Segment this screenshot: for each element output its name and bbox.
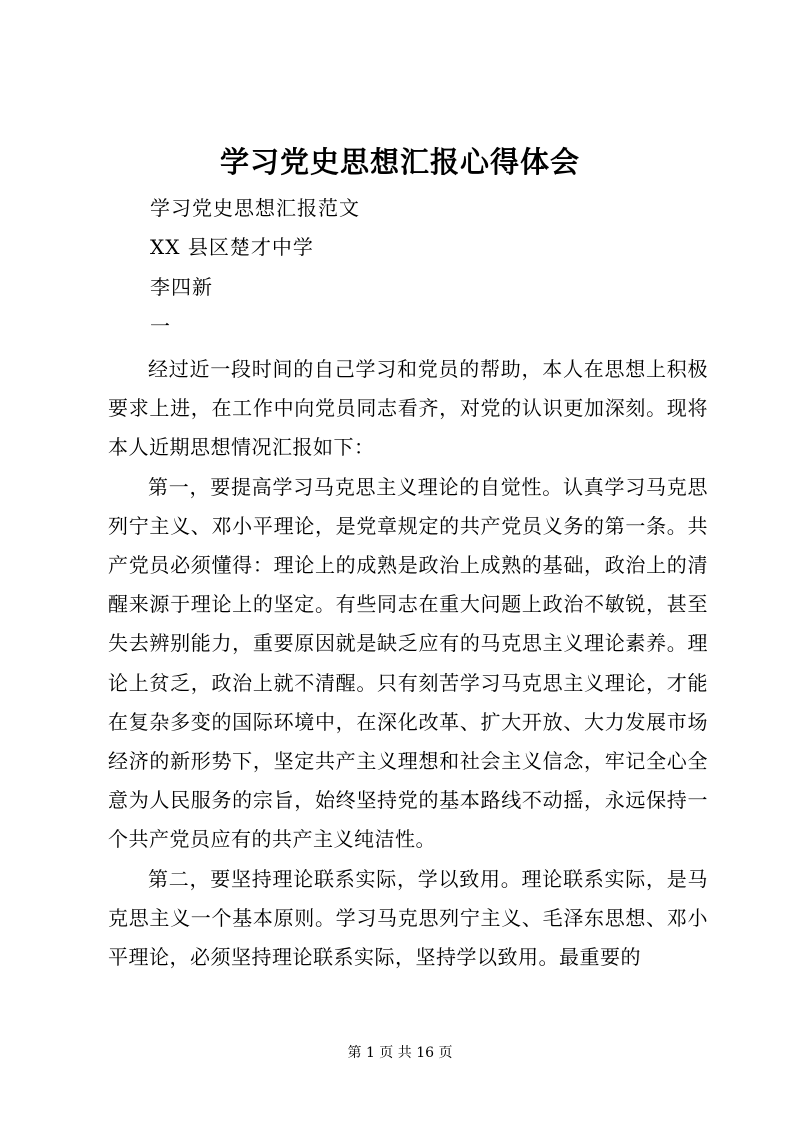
document-title: 学习党史思想汇报心得体会 xyxy=(219,145,580,179)
paragraph-second-point: 第二，要坚持理论联系实际，学以致用。理论联系实际，是马克思主义一个基本原则。学习马克思列宁主义、毛泽东思想、邓小平理论，必须坚持理论联系实际，坚持学以致用。最重要的 xyxy=(108,866,708,970)
section-number-line: 一 xyxy=(150,314,171,338)
document-body xyxy=(108,350,708,977)
subtitle-line: 学习党史思想汇报范文 xyxy=(150,196,360,220)
paragraph-first-point: 第一，要提高学习马克思主义理论的自觉性。认真学习马克思列宁主义、邓小平理论，是党章规定的共产党员义务的第一条。共产党员必须懂得：理论上的成熟是政治上成熟的基础，政治上的清醒来源于理论上的坚定。有些同志在重大问题上政治不敏锐，甚至失去辨别能力，重要原因就是缺乏应有的马克思主义理论素养。理论上贫乏，政治上就不清醒。只有刻苦学习马克思主义理论，才能在复杂多变的国际环境中，在深化改革、扩大开放、大力发展市场经济的新形势下，坚定共产主义理想和社会主义信念，牢记全心全意为人民服务的宗旨，始终坚持党的基本路线不动摇，永远保持一个共产党员应有的共产主义纯洁性。 xyxy=(108,474,708,852)
author-line: 李四新 xyxy=(150,275,213,299)
page-footer: 第 1 页 共 16 页 xyxy=(347,1045,453,1061)
paragraph-intro: 经过近一段时间的自己学习和党员的帮助，本人在思想上积极要求上进，在工作中向党员同志看齐，对党的认识更加深刻。现将本人近期思想情况汇报如下： xyxy=(108,357,708,460)
school-line: XX 县区楚才中学 xyxy=(150,235,314,259)
